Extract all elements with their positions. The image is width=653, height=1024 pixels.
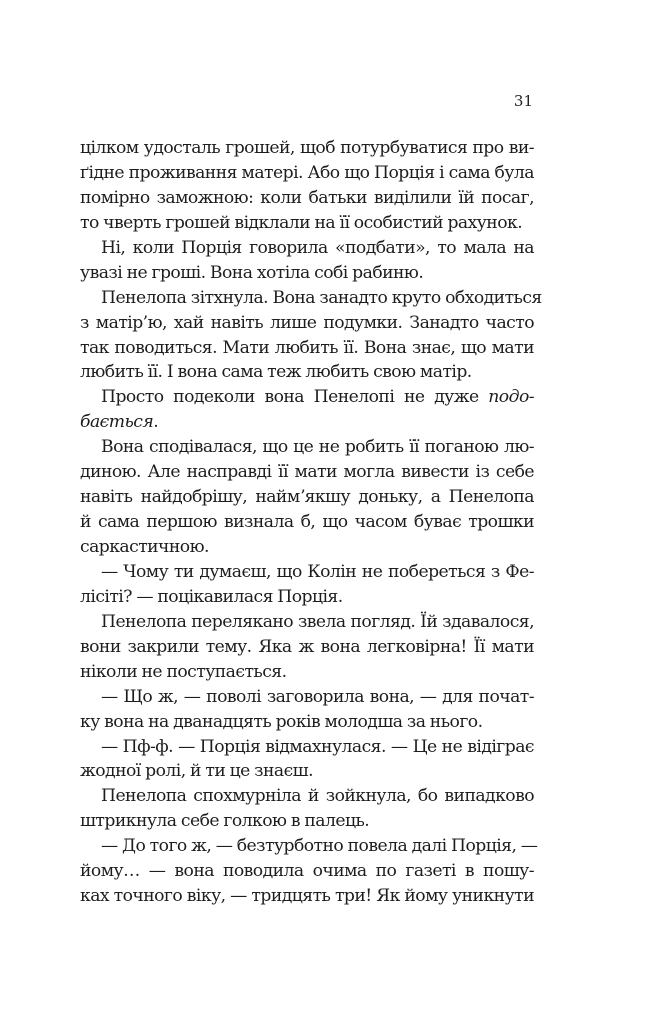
text-line	[80, 136, 534, 161]
text-line	[80, 884, 534, 909]
text-line	[80, 759, 534, 784]
text-line	[80, 809, 534, 834]
page-number: 31	[513, 92, 533, 110]
text-line-content: Просто подеколи вона Пенелопі не дуже	[101, 387, 489, 408]
text-line-content: Ні, коли Порція говорила «подбати», то мала на	[101, 237, 534, 258]
text-line-content: ку вона на дванадцять років молодша за нього.	[80, 711, 483, 732]
text-line-content: йому… — вона поводила очима по газеті в пошу-	[80, 861, 534, 882]
text-line-content: так поводиться. Мати любить її. Вона знає, що мати	[80, 337, 534, 358]
text-line-content: — До того ж, — безтурботно повела далі Порція, —	[101, 836, 538, 857]
text-line	[80, 585, 534, 610]
text-line	[80, 635, 534, 660]
text-line	[80, 286, 542, 311]
text-line-content: ґідне проживання матері. Або що Порція і сама була	[80, 162, 534, 183]
text-line-content: — Що ж, — поволі заговорила вона, — для почат-	[101, 686, 534, 707]
text-line	[80, 859, 534, 884]
text-line	[80, 610, 534, 635]
text-line	[80, 236, 534, 261]
text-line-content: саркастичною.	[80, 537, 209, 557]
text-line-content: увазі не гроші. Вона хотіла собі рабиню.	[80, 262, 424, 283]
text-line-content: Пенелопа зітхнула. Вона занадто круто обходиться	[101, 287, 542, 308]
body-text	[80, 136, 542, 909]
text-line-content: з матір’ю, хай навіть лише подумки. Занадто часто	[80, 312, 534, 333]
text-line	[80, 186, 534, 211]
text-line-content: любить її. І вона сама теж любить свою матір.	[80, 362, 472, 383]
text-line-content: — Пф-ф. — Порція відмахнулася. — Це не відіграє	[101, 736, 534, 757]
text-line	[80, 710, 534, 735]
text-line-content: Пенелопа перелякано звела погляд. Їй здавалося,	[101, 611, 534, 632]
text-line-content: й сама першою визнала б, що часом буває трошки	[80, 512, 534, 533]
text-line-content: навіть найдобрішу, наймʼякшу доньку, а Пенелопа	[80, 487, 534, 508]
text-line-content: ніколи не поступається.	[80, 661, 287, 682]
text-line	[80, 560, 534, 585]
text-line-content: лісіті? — поцікавилася Порція.	[80, 586, 343, 607]
text-line-content: ках точного віку, — тридцять три! Як йому уникнути	[80, 886, 534, 907]
text-line	[80, 435, 534, 460]
text-line-content: то чверть грошей відклали на її особистий рахунок.	[80, 212, 523, 233]
text-line	[80, 360, 534, 385]
text-line	[80, 311, 534, 336]
text-line	[80, 535, 534, 560]
text-line	[80, 336, 534, 361]
emphasized-text: бається	[80, 412, 154, 433]
text-line-content: жодної ролі, й ти це знаєш.	[80, 761, 314, 782]
text-line	[80, 685, 534, 710]
text-line-content: Вона сподівалася, що це не робить її поганою лю-	[101, 437, 534, 458]
text-line	[80, 385, 534, 410]
text-line	[80, 660, 534, 685]
text-line-content: Пенелопа спохмурніла й зойкнула, бо випадково	[101, 786, 534, 807]
text-line	[80, 834, 538, 859]
text-line	[80, 261, 534, 286]
emphasized-text: подо-	[488, 387, 534, 408]
text-line	[80, 211, 534, 236]
text-line	[80, 161, 534, 186]
text-line	[80, 460, 534, 485]
text-line	[80, 784, 534, 809]
text-line-content: диною. Але насправді її мати могла вивести із себе	[80, 462, 534, 483]
text-line-content: — Чому ти думаєш, що Колін не побереться з Фе-	[101, 561, 534, 582]
text-line-tail: .	[153, 412, 159, 433]
text-line	[80, 735, 534, 760]
text-line	[80, 485, 534, 510]
text-line-content: вони закрили тему. Яка ж вона легковірна! Її мати	[80, 636, 534, 657]
text-line-content: цілком удосталь грошей, щоб потурбуватися про ви-	[80, 138, 534, 158]
text-line-content: штрикнула себе голкою в палець.	[80, 811, 370, 832]
text-line	[80, 410, 534, 435]
text-line-content: помірно заможною: коли батьки виділили їй посаг,	[80, 187, 534, 208]
text-line	[80, 510, 534, 535]
